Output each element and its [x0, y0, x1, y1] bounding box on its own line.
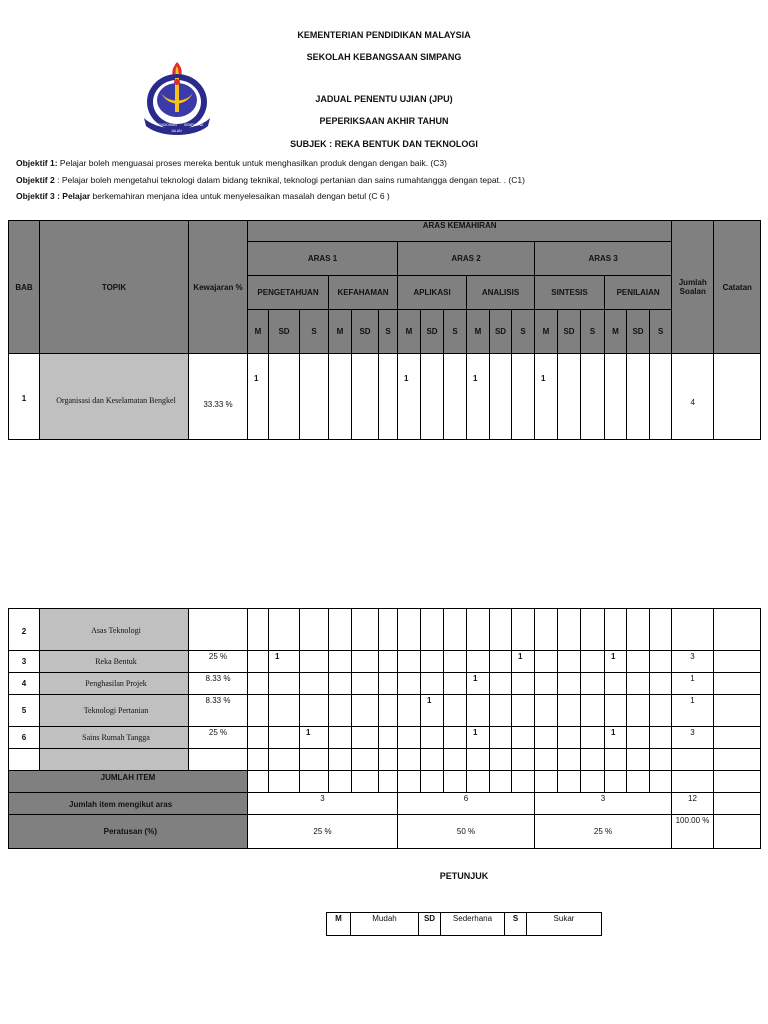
header-aras-3: ARAS 3: [535, 242, 672, 276]
empty-cell: [329, 771, 352, 793]
row-mark-cell: [535, 609, 558, 651]
row-mark-cell: [248, 609, 269, 651]
row-mark-cell: 1: [421, 695, 444, 727]
row-kewajaran: 8.33 %: [189, 673, 248, 695]
row-mark-cell: [269, 695, 300, 727]
row-mark-cell: [444, 727, 467, 749]
header-skill-pengetahuan: PENGETAHUAN: [248, 276, 329, 310]
table-row: [9, 749, 761, 771]
header-skill-penilaian: PENILAIAN: [605, 276, 672, 310]
row-mark-cell: [490, 695, 512, 727]
row-mark-cell: [581, 651, 605, 673]
row-mark-cell: [421, 651, 444, 673]
row-mark-cell: [558, 609, 581, 651]
row-mark-cell: 1: [248, 354, 269, 440]
row-mark-cell: [398, 695, 421, 727]
row-jumlah: 1: [672, 695, 714, 727]
header-aras-1: ARAS 1: [248, 242, 398, 276]
row-mark-cell: [248, 727, 269, 749]
row-topik: [40, 749, 189, 771]
row-mark-cell: [352, 609, 379, 651]
table-row: [9, 727, 761, 749]
row-mark-cell: [490, 727, 512, 749]
row-mark-cell: [379, 354, 398, 440]
row-jumlah: 3: [672, 727, 714, 749]
row-mark-cell: [329, 695, 352, 727]
row-mark-cell: [398, 749, 421, 771]
row-mark-cell: [421, 609, 444, 651]
empty-cell: [650, 771, 672, 793]
header-level-sd: SD: [490, 310, 512, 354]
empty-cell: [714, 771, 761, 793]
row-mark-cell: [444, 354, 467, 440]
empty-cell: [421, 771, 444, 793]
empty-cell: [714, 815, 761, 849]
svg-text:SEMPURNA: SEMPURNA: [184, 123, 204, 127]
table-row: [9, 695, 761, 727]
row-mark-cell: 1: [398, 354, 421, 440]
header-level-s: S: [650, 310, 672, 354]
row-mark-cell: [300, 651, 329, 673]
row-mark-cell: [535, 673, 558, 695]
row-mark-cell: [605, 749, 627, 771]
row-bab: [9, 749, 40, 771]
row-kewajaran: 25 %: [189, 727, 248, 749]
row-mark-cell: [512, 673, 535, 695]
row-mark-cell: [398, 727, 421, 749]
row-bab: 4: [9, 673, 40, 695]
row-jumlah: [672, 609, 714, 651]
row-mark-cell: [627, 651, 650, 673]
row-mark-cell: [444, 673, 467, 695]
pct-total: 100.00 %: [672, 815, 714, 849]
row-mark-cell: [444, 651, 467, 673]
header-topik: TOPIK: [40, 221, 189, 354]
row-mark-cell: [535, 749, 558, 771]
row-mark-cell: [490, 651, 512, 673]
row-mark-cell: 1: [535, 354, 558, 440]
header-skill-sintesis: SINTESIS: [535, 276, 605, 310]
objective-2-text: : Pelajar boleh mengetahui teknologi dalam bidang teknikal, teknologi pertanian dan sains rumahtangga dengan tepat. . (C1): [54, 175, 525, 185]
empty-cell: [379, 771, 398, 793]
table-row: [9, 354, 761, 440]
row-mark-cell: [558, 673, 581, 695]
row-mark-cell: [444, 749, 467, 771]
row-mark-cell: [605, 673, 627, 695]
row-mark-cell: [581, 727, 605, 749]
row-jumlah: 4: [672, 354, 714, 440]
row-mark-cell: [421, 354, 444, 440]
row-mark-cell: [627, 354, 650, 440]
row-mark-cell: [650, 609, 672, 651]
by-level-aras-2: 6: [398, 793, 535, 815]
empty-cell: [352, 771, 379, 793]
objective-1-label: Objektif 1:: [16, 158, 58, 168]
empty-cell: [444, 771, 467, 793]
row-mark-cell: [650, 749, 672, 771]
jpu-table-bottom: [8, 608, 761, 849]
row-mark-cell: [379, 727, 398, 749]
exam-title: PEPERIKSAAN AKHIR TAHUN: [319, 116, 449, 126]
header-jumlah-soalan: Jumlah Soalan: [672, 221, 714, 354]
row-mark-cell: 1: [467, 673, 490, 695]
row-bab: 1: [9, 354, 40, 440]
row-mark-cell: [627, 609, 650, 651]
row-mark-cell: 1: [300, 727, 329, 749]
row-mark-cell: [467, 749, 490, 771]
empty-cell: [672, 771, 714, 793]
row-mark-cell: [352, 673, 379, 695]
header-level-sd: SD: [421, 310, 444, 354]
row-mark-cell: [467, 651, 490, 673]
legend-value-sd: Sederhana: [441, 913, 505, 936]
row-catatan: [714, 749, 761, 771]
row-mark-cell: [512, 609, 535, 651]
row-mark-cell: [352, 749, 379, 771]
school-crest-logo: [138, 60, 216, 140]
empty-cell: [300, 771, 329, 793]
row-mark-cell: [379, 609, 398, 651]
row-mark-cell: [467, 609, 490, 651]
subject-title: SUBJEK : REKA BENTUK DAN TEKNOLOGI: [290, 139, 478, 149]
legend-title: PETUNJUK: [439, 871, 489, 881]
row-mark-cell: [248, 673, 269, 695]
header-level-s: S: [444, 310, 467, 354]
header-level-m: M: [329, 310, 352, 354]
objective-2: [16, 175, 525, 185]
jpu-table-top: [8, 220, 761, 440]
row-mark-cell: [650, 673, 672, 695]
header-level-s: S: [379, 310, 398, 354]
table-row: [9, 609, 761, 651]
row-mark-cell: [558, 749, 581, 771]
empty-cell: [535, 771, 558, 793]
pct-aras-3: 25 %: [535, 815, 672, 849]
row-mark-cell: [650, 695, 672, 727]
row-mark-cell: [444, 609, 467, 651]
empty-cell: [490, 771, 512, 793]
row-mark-cell: [329, 749, 352, 771]
row-mark-cell: [627, 673, 650, 695]
header-aras-kemahiran: ARAS KEMAHIRAN: [248, 221, 672, 242]
empty-cell: [269, 771, 300, 793]
ministry-title: KEMENTERIAN PENDIDIKAN MALAYSIA: [297, 30, 471, 40]
table-row: [9, 651, 761, 673]
row-mark-cell: [581, 695, 605, 727]
row-mark-cell: [329, 651, 352, 673]
empty-cell: [248, 771, 269, 793]
header-catatan: Catatan: [714, 221, 761, 354]
empty-cell: [558, 771, 581, 793]
row-mark-cell: [421, 727, 444, 749]
row-mark-cell: [352, 354, 379, 440]
row-mark-cell: [248, 695, 269, 727]
row-mark-cell: [490, 673, 512, 695]
row-mark-cell: [535, 727, 558, 749]
row-mark-cell: [352, 651, 379, 673]
empty-cell: [627, 771, 650, 793]
row-mark-cell: [269, 673, 300, 695]
svg-text:JALAN: JALAN: [171, 129, 182, 133]
row-catatan: [714, 651, 761, 673]
row-mark-cell: 1: [467, 354, 490, 440]
row-mark-cell: [512, 695, 535, 727]
row-catatan: [714, 727, 761, 749]
row-mark-cell: [398, 651, 421, 673]
row-topik: Teknologi Pertanian: [40, 695, 189, 727]
row-mark-cell: [558, 727, 581, 749]
by-level-aras-3: 3: [535, 793, 672, 815]
row-mark-cell: [329, 673, 352, 695]
row-mark-cell: 1: [512, 651, 535, 673]
row-bab: 6: [9, 727, 40, 749]
row-jumlah: [672, 749, 714, 771]
svg-text:PENDIDIKAN: PENDIDIKAN: [156, 123, 177, 127]
row-topik: Penghasilan Projek: [40, 673, 189, 695]
row-mark-cell: [329, 609, 352, 651]
legend-key-m: M: [327, 913, 351, 936]
row-mark-cell: [558, 354, 581, 440]
row-mark-cell: [379, 695, 398, 727]
row-topik: Asas Teknologi: [40, 609, 189, 651]
row-catatan: [714, 673, 761, 695]
header-level-s: S: [512, 310, 535, 354]
header-level-m: M: [398, 310, 421, 354]
row-kewajaran: 8.33 %: [189, 695, 248, 727]
row-catatan: [714, 609, 761, 651]
header-skill-kefahaman: KEFAHAMAN: [329, 276, 398, 310]
header-level-m: M: [535, 310, 558, 354]
empty-cell: [581, 771, 605, 793]
pct-aras-2: 50 %: [398, 815, 535, 849]
row-mark-cell: [329, 727, 352, 749]
header-level-sd: SD: [352, 310, 379, 354]
row-kewajaran: [189, 609, 248, 651]
empty-cell: [714, 793, 761, 815]
header-level-sd: SD: [558, 310, 581, 354]
objective-1: [16, 158, 447, 168]
row-bab: 5: [9, 695, 40, 727]
document-title: JADUAL PENENTU UJIAN (JPU): [315, 94, 453, 104]
row-mark-cell: [512, 749, 535, 771]
legend-key-sd: SD: [419, 913, 441, 936]
empty-cell: [398, 771, 421, 793]
header-skill-aplikasi: APLIKASI: [398, 276, 467, 310]
row-mark-cell: [467, 695, 490, 727]
legend-value-m: Mudah: [351, 913, 419, 936]
row-mark-cell: [650, 651, 672, 673]
objective-1-text: Pelajar boleh menguasai proses mereka bentuk untuk menghasilkan produk dengan dengan baik. (C3): [57, 158, 447, 168]
row-mark-cell: [605, 609, 627, 651]
row-catatan: [714, 695, 761, 727]
objective-2-label: Objektif 2: [16, 175, 55, 185]
header-level-sd: SD: [269, 310, 300, 354]
row-mark-cell: 1: [467, 727, 490, 749]
row-jumlah: 1: [672, 673, 714, 695]
pct-aras-1: 25 %: [248, 815, 398, 849]
row-mark-cell: [421, 749, 444, 771]
row-mark-cell: [605, 354, 627, 440]
table-row: [9, 673, 761, 695]
row-mark-cell: [490, 609, 512, 651]
row-mark-cell: [627, 749, 650, 771]
header-level-sd: SD: [627, 310, 650, 354]
row-mark-cell: [300, 695, 329, 727]
row-mark-cell: [352, 727, 379, 749]
row-mark-cell: [490, 749, 512, 771]
row-mark-cell: [581, 609, 605, 651]
legend-key-s: S: [505, 913, 527, 936]
by-level-total: 12: [672, 793, 714, 815]
row-kewajaran: 25 %: [189, 651, 248, 673]
row-mark-cell: [627, 727, 650, 749]
row-mark-cell: [269, 354, 300, 440]
row-mark-cell: [581, 673, 605, 695]
by-level-label: Jumlah item mengikut aras: [9, 793, 248, 815]
row-mark-cell: 1: [269, 651, 300, 673]
row-mark-cell: [490, 354, 512, 440]
row-mark-cell: [650, 354, 672, 440]
row-mark-cell: [248, 651, 269, 673]
row-mark-cell: [269, 727, 300, 749]
row-mark-cell: [269, 749, 300, 771]
row-mark-cell: [512, 354, 535, 440]
legend-table: [326, 912, 602, 936]
row-topik: Sains Rumah Tangga: [40, 727, 189, 749]
objective-3-text: berkemahiran menjana idea untuk menyelesaikan masalah dengan betul (C 6 ): [90, 191, 390, 201]
row-kewajaran: [189, 749, 248, 771]
row-topik: Reka Bentuk: [40, 651, 189, 673]
row-mark-cell: [650, 727, 672, 749]
objective-3: [16, 191, 390, 201]
row-bab: 3: [9, 651, 40, 673]
row-mark-cell: [605, 695, 627, 727]
row-mark-cell: [558, 651, 581, 673]
header-aras-2: ARAS 2: [398, 242, 535, 276]
row-mark-cell: [581, 354, 605, 440]
row-mark-cell: [535, 695, 558, 727]
row-mark-cell: [269, 609, 300, 651]
row-mark-cell: 1: [605, 651, 627, 673]
header-level-m: M: [467, 310, 490, 354]
row-mark-cell: [535, 651, 558, 673]
row-mark-cell: [329, 354, 352, 440]
row-catatan: [714, 354, 761, 440]
empty-cell: [467, 771, 490, 793]
header-kewajaran: Kewajaran %: [189, 221, 248, 354]
row-topik: Organisasi dan Keselamatan Bengkel: [40, 354, 189, 440]
row-mark-cell: [248, 749, 269, 771]
row-bab: 2: [9, 609, 40, 651]
row-mark-cell: [581, 749, 605, 771]
empty-cell: [512, 771, 535, 793]
row-mark-cell: [300, 354, 329, 440]
objective-3-label: Objektif 3 : Pelajar: [16, 191, 91, 201]
row-mark-cell: 1: [605, 727, 627, 749]
row-mark-cell: [300, 673, 329, 695]
row-mark-cell: [444, 695, 467, 727]
by-level-aras-1: 3: [248, 793, 398, 815]
header-level-s: S: [581, 310, 605, 354]
header-level-m: M: [248, 310, 269, 354]
row-mark-cell: [398, 673, 421, 695]
legend-value-s: Sukar: [527, 913, 602, 936]
empty-cell: [605, 771, 627, 793]
row-mark-cell: [379, 651, 398, 673]
row-mark-cell: [352, 695, 379, 727]
row-mark-cell: [512, 727, 535, 749]
row-jumlah: 3: [672, 651, 714, 673]
row-mark-cell: [379, 749, 398, 771]
row-mark-cell: [300, 609, 329, 651]
row-mark-cell: [398, 609, 421, 651]
row-mark-cell: [627, 695, 650, 727]
header-bab: BAB: [9, 221, 40, 354]
row-mark-cell: [558, 695, 581, 727]
row-mark-cell: [421, 673, 444, 695]
header-skill-analisis: ANALISIS: [467, 276, 535, 310]
school-name: SEKOLAH KEBANGSAAN SIMPANG: [306, 52, 462, 62]
pct-label: Peratusan (%): [9, 815, 248, 849]
row-mark-cell: [379, 673, 398, 695]
header-level-m: M: [605, 310, 627, 354]
row-mark-cell: [300, 749, 329, 771]
row-kewajaran: 33.33 %: [189, 354, 248, 440]
jumlah-item-label: JUMLAH ITEM: [9, 771, 248, 793]
header-level-s: S: [300, 310, 329, 354]
